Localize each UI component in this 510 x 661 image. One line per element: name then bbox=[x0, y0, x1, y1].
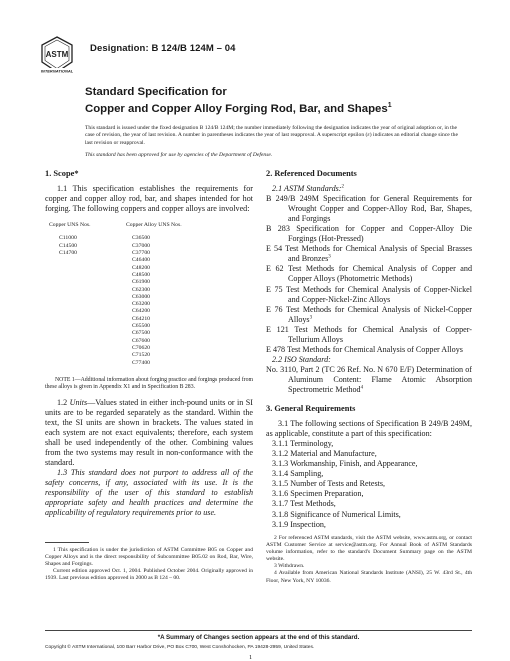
title-line-2: Copper and Copper Alloy Forging Rod, Bar, and Shapes$^1$ bbox=[85, 102, 392, 115]
document-title bbox=[85, 86, 392, 116]
uns-item: C14700 bbox=[59, 250, 78, 257]
copyright: Copyright © ASTM International, 100 Barr Harbor Drive, PO Box C700, West Conshohocken, PA 19428-2959, United States. bbox=[45, 645, 315, 650]
scope-p1-3: 1.3 This standard does not purport to address all of the safety concerns, if any, associated with its use. It is the responsibility of the user of this standard to establish appropriate safety and health practices and determine the applicability of regulatory requirements prior to use. bbox=[45, 468, 253, 518]
general-item: 3.1.3 Workmanship, Finish, and Appearance, bbox=[272, 459, 418, 469]
general-item: 3.1.1 Terminology, bbox=[272, 439, 334, 449]
scope-p1-1: 1.1 This specification establishes the requirements for copper and copper alloy rod, bar, and shapes intended for hot forging. The following coppers and copper alloys are involved: bbox=[45, 184, 253, 214]
scope-heading: 1. Scope* bbox=[45, 169, 79, 178]
uns-item: C65500 bbox=[132, 323, 151, 330]
footnote-3: 3 Withdrawn. bbox=[274, 563, 305, 570]
uns-item: C67500 bbox=[132, 330, 151, 337]
issued-notice: This standard is issued under the fixed designation B 124/B 124M; the number immediately following the designation indicates the year of original adoption or, in the case of revision, the year of last revision. A number in parentheses indicates the year of last reapproval. A superscript epsilon (ε) indicates an editorial change since the last revision or reapproval. bbox=[85, 125, 458, 146]
uns-item: C14500 bbox=[59, 242, 78, 249]
uns-item: C63000 bbox=[132, 293, 151, 300]
left-column bbox=[45, 169, 253, 518]
ref-item: E 76 Test Methods for Chemical Analysis of Nickel-Copper Alloys$^3$ bbox=[266, 304, 472, 324]
summary-of-changes-note: *A Summary of Changes section appears at the end of this standard. bbox=[157, 634, 360, 641]
defense-notice: This standard has been approved for use by agencies of the Department of Defense. bbox=[85, 152, 273, 158]
uns-item: C37700 bbox=[132, 250, 151, 257]
general-item: 3.1.4 Sampling, bbox=[272, 469, 324, 479]
ref-item: B 249/B 249M Specification for General Requirements for Wrought Copper and Copper-Alloy Rod, Bar, Shapes, and Forgings bbox=[266, 194, 472, 224]
uns-item: C63200 bbox=[132, 301, 151, 308]
footnote-1b: Current edition approved Oct. 1, 2004. Published October 2004. Originally approved in 1939. Last previous edition approved in 2000 as B 124 – 00. bbox=[45, 568, 253, 582]
title-footnote-ref: 1 bbox=[387, 102, 392, 109]
scope-p1-2: 1.2 Units—Values stated in either inch-pound units or in SI units are to be regarded separately as the standard. Within the text, the SI units are shown in brackets. The values stated in each system are not exact equivalents; therefore, each system shall be used independently of the other. Combining values from the two systems may result in non-conformance with the standard. bbox=[45, 397, 253, 468]
right-column bbox=[266, 169, 472, 530]
designation: Designation: B 124/B 124M – 04 bbox=[90, 43, 236, 54]
uns-item: C77400 bbox=[132, 359, 151, 366]
footnote-rule bbox=[45, 542, 89, 543]
uns-item: C48500 bbox=[132, 271, 151, 278]
copper-alloy-uns-header: Copper Alloy UNS Nos. bbox=[126, 222, 182, 229]
ref-item: B 283 Specification for Copper and Copper-Alloy Die Forgings (Hot-Pressed) bbox=[266, 224, 472, 244]
general-heading: 3. General Requirements bbox=[266, 404, 356, 414]
uns-item: C62300 bbox=[132, 286, 151, 293]
referenced-p2-1: 2.1 ASTM Standards:$^2$ bbox=[272, 184, 344, 194]
svg-text:INTERNATIONAL: INTERNATIONAL bbox=[40, 68, 74, 74]
general-item: 3.1.5 Number of Tests and Retests, bbox=[272, 479, 386, 489]
general-item: 3.1.9 Inspection, bbox=[272, 519, 326, 529]
general-item: 3.1.7 Test Methods, bbox=[272, 499, 336, 509]
general-item: 3.1.6 Specimen Preparation, bbox=[272, 489, 364, 499]
uns-item: C64200 bbox=[132, 308, 151, 315]
svg-text:ASTM: ASTM bbox=[45, 50, 69, 59]
referenced-p2-2: 2.2 ISO Standard: bbox=[272, 354, 331, 364]
iso-ref-item: No. 3110, Part 2 (TC 26 Ref. No. N 670 E/F) Determination of Aluminum Content: Flame Atomic Absorption Spectrometric Method$^4$ bbox=[266, 364, 472, 394]
footnotes-right bbox=[266, 535, 472, 585]
copper-uns-header: Copper UNS Nos. bbox=[49, 222, 91, 229]
title-line-1: Standard Specification for bbox=[85, 86, 227, 98]
uns-item: C37000 bbox=[132, 242, 151, 249]
page-number: 1 bbox=[249, 654, 253, 661]
ref-item: E 62 Test Methods for Chemical Analysis of Copper and Copper Alloys (Photometric Methods) bbox=[266, 264, 472, 284]
footer-rule bbox=[45, 630, 472, 631]
referenced-heading: 2. Referenced Documents bbox=[266, 169, 357, 178]
copper-alloy-uns-column bbox=[111, 222, 182, 367]
general-item: 3.1.2 Material and Manufacture, bbox=[272, 449, 377, 459]
uns-item: C61900 bbox=[132, 279, 151, 286]
footnote-4: 4 Available from American National Standards Institute (ANSI), 25 W. 43rd St., 4th Floor, New York, NY 10036. bbox=[266, 570, 472, 584]
footnote-2: 2 For referenced ASTM standards, visit the ASTM website, www.astm.org, or contact ASTM Customer Service at service@astm.org. For Annual Book of ASTM Standards volume information, refer to the standard's Document Summary page on the ASTM website. bbox=[266, 535, 472, 563]
copper-uns-column bbox=[45, 222, 111, 367]
uns-item: C46400 bbox=[132, 257, 151, 264]
uns-item: C71520 bbox=[132, 352, 151, 359]
uns-item: C64210 bbox=[132, 315, 151, 322]
uns-item: C67600 bbox=[132, 337, 151, 344]
uns-item: C48200 bbox=[132, 264, 151, 271]
ref-item: E 121 Test Methods for Chemical Analysis of Copper-Tellurium Alloys bbox=[266, 324, 472, 344]
uns-item: C36500 bbox=[132, 235, 151, 242]
note-1: NOTE 1—Additional information about forging practice and forgings produced from these alloys is given in Appendix X1 and in Specification B 283. bbox=[45, 376, 253, 391]
footnotes-left bbox=[45, 542, 253, 582]
uns-list bbox=[45, 222, 253, 367]
ref-item: E 478 Test Methods for Chemical Analysis of Copper Alloys bbox=[266, 344, 463, 354]
general-item: 3.1.8 Significance of Numerical Limits, bbox=[272, 509, 401, 519]
ref-item: E 75 Test Methods for Chemical Analysis of Copper-Nickel and Copper-Nickel-Zinc Alloys bbox=[266, 284, 472, 304]
uns-item: C70620 bbox=[132, 344, 151, 351]
footnote-1: 1 This specification is under the jurisdiction of ASTM Committee B05 on Copper and Copper Alloys and is the direct responsibility of Subcommittee B05.02 on Rod, Bar, Wire, Shapes and Forgings. bbox=[45, 547, 253, 568]
uns-item: C11000 bbox=[59, 235, 77, 242]
ref-item: E 54 Test Methods for Chemical Analysis of Special Brasses and Bronzes$^3$ bbox=[266, 244, 472, 264]
general-p3-1: 3.1 The following sections of Specification B 249/B 249M, as applicable, constitute a part of this specification: bbox=[266, 419, 472, 439]
astm-logo bbox=[40, 36, 74, 74]
